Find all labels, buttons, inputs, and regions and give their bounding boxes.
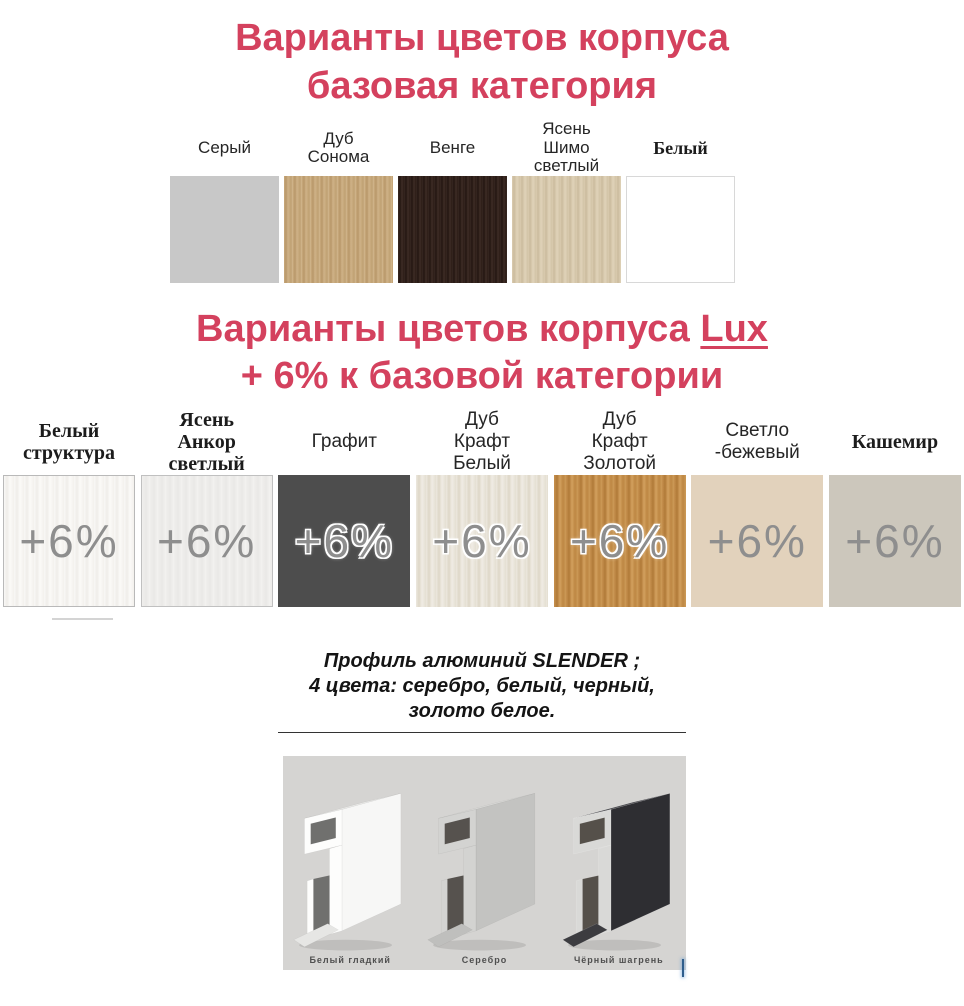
label-line: Анкор [177, 430, 236, 453]
profile-heading-line-2: 4 цвета: серебро, белый, черный, [309, 675, 655, 697]
label-line: Светло [725, 419, 790, 441]
profile-black-texture [552, 756, 686, 970]
aluminium-profile-illustration [292, 772, 408, 954]
label-line: Серый [198, 137, 251, 157]
label-line: Дуб [465, 408, 499, 430]
swatch-kashemir [829, 475, 961, 607]
label-line: Дуб [323, 128, 354, 148]
profile-silver [417, 756, 551, 970]
profile-caption: Белый гладкий [309, 955, 391, 965]
profile-heading-line-1: Профиль алюминий SLENDER ; [323, 650, 641, 672]
label-line: Шимо [543, 137, 590, 157]
label-line: Ясень [179, 408, 234, 431]
base-title-line-1: Варианты цветов корпуса [235, 17, 729, 59]
lux-title-line-2: + 6% к базовой категории [240, 355, 724, 397]
swatch-dub-kraft-zolotoy [554, 475, 686, 607]
swatch-label [691, 408, 823, 475]
swatch-shadow-artifact [52, 618, 113, 620]
label-line: Белый [38, 419, 100, 442]
label-line: Крафт [591, 430, 648, 452]
label-line: Крафт [453, 430, 511, 452]
surcharge-badge: +6% [294, 515, 394, 567]
swatch-column-dub-kraft-bely [416, 408, 548, 607]
swatch-label [416, 408, 548, 475]
swatch-bely [626, 176, 735, 283]
swatch-label [284, 120, 393, 176]
swatch-column-svetlo-bezhevy [691, 408, 823, 607]
swatch-yasen-shimo [512, 176, 621, 283]
surcharge-badge: +6% [845, 515, 945, 567]
label-line: Сонома [307, 147, 370, 166]
profile-heading [0, 649, 964, 724]
base-section-title [0, 14, 964, 110]
swatch-column-dub-sonoma [284, 120, 393, 283]
label-line: светлый [533, 156, 600, 176]
swatch-column-kashemir [829, 408, 961, 607]
swatch-column-grafit [278, 408, 410, 607]
swatch-label [170, 120, 279, 176]
text-cursor-artifact [682, 959, 684, 977]
aluminium-profile-illustration [561, 772, 677, 954]
label-line: Золотой [583, 452, 656, 474]
swatch-label [141, 408, 273, 475]
surcharge-badge: +6% [156, 515, 257, 567]
swatch-label [626, 120, 735, 176]
lux-title-underlined-word: Lux [700, 308, 768, 350]
swatch-label [278, 408, 410, 475]
swatch-column-sery [170, 120, 279, 283]
swatch-column-venge [398, 120, 507, 283]
swatch-bely-struktura [3, 475, 135, 607]
swatch-column-yasen-ankor [141, 408, 273, 607]
surcharge-badge: +6% [707, 515, 807, 567]
surcharge-badge: +6% [569, 515, 670, 567]
label-line: Белый [653, 138, 708, 158]
swatch-column-bely [626, 120, 735, 283]
profile-caption: Серебро [461, 955, 508, 965]
label-line: светлый [168, 452, 245, 475]
swatch-sery [170, 176, 279, 283]
swatch-label [512, 120, 621, 176]
swatch-label [829, 408, 961, 475]
profile-caption: Чёрный шагрень [573, 955, 664, 965]
divider-line [278, 732, 686, 733]
base-title-line-2: базовая категория [306, 65, 658, 107]
label-line: Ясень [542, 119, 591, 139]
lux-title-text: Варианты цветов корпуса [196, 308, 701, 350]
swatch-column-bely-struktura [3, 408, 135, 607]
surcharge-badge: +6% [432, 515, 532, 567]
swatch-dub-kraft-bely [416, 475, 548, 607]
label-line: Графит [311, 430, 377, 452]
label-line: Белый [453, 452, 511, 474]
swatch-grafit [278, 475, 410, 607]
lux-title-line-1 [0, 306, 964, 353]
lux-section-title [0, 306, 964, 400]
swatch-yasen-ankor [141, 475, 273, 607]
aluminium-profile-illustration [426, 772, 542, 954]
swatch-label [554, 408, 686, 475]
aluminium-profiles-image [283, 756, 686, 970]
swatch-venge [398, 176, 507, 283]
label-line: структура [22, 441, 115, 464]
swatch-svetlo-bezhevy [691, 475, 823, 607]
label-line: -бежевый [714, 441, 800, 463]
lux-swatch-row [3, 408, 961, 607]
surcharge-badge: +6% [19, 515, 119, 567]
swatch-column-yasen-shimo [512, 120, 621, 283]
swatch-dub-sonoma [284, 176, 393, 283]
label-line: Кашемир [851, 430, 939, 453]
swatch-column-dub-kraft-zolotoy [554, 408, 686, 607]
label-line: Венге [429, 137, 476, 157]
swatch-label [398, 120, 507, 176]
profile-heading-line-3: золото белое. [408, 700, 556, 722]
profile-white-smooth [283, 756, 417, 970]
base-swatch-row [170, 120, 735, 283]
swatch-label [3, 408, 135, 475]
label-line: Дуб [602, 408, 637, 430]
